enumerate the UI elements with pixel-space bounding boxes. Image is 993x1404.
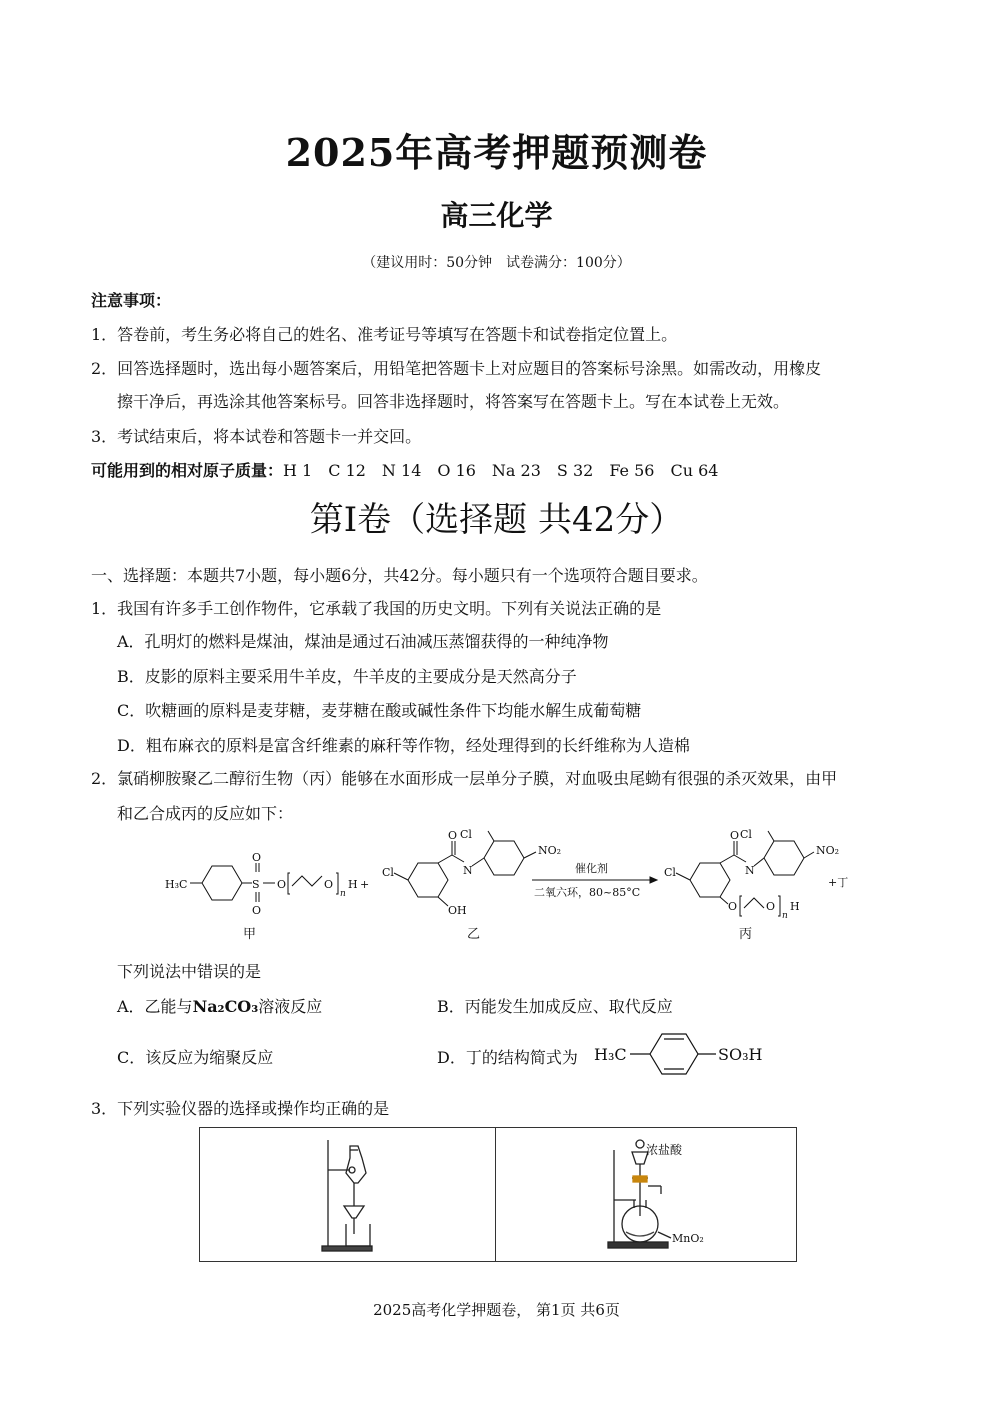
svg-text:O: O <box>448 829 458 842</box>
q3-cell-b <box>496 1128 797 1262</box>
svg-text:Cl: Cl <box>460 828 472 841</box>
svg-text:NO₂: NO₂ <box>538 844 562 857</box>
svg-text:O: O <box>277 878 287 891</box>
q3-cell-a <box>200 1128 496 1262</box>
q1-option-d: D．粗布麻衣的原料是富含纤维素的麻秆等作物，经处理得到的长纤维称为人造棉 <box>117 736 690 755</box>
svg-text:NO₂: NO₂ <box>816 844 840 857</box>
svg-text:H: H <box>348 878 358 891</box>
svg-text:N: N <box>745 864 755 877</box>
q2-stem-line2: 和乙合成丙的反应如下： <box>117 804 294 823</box>
svg-text:+: + <box>360 878 370 891</box>
svg-text:n: n <box>340 889 346 899</box>
q3-stem: 3．下列实验仪器的选择或操作均正确的是 <box>91 1099 390 1118</box>
svg-text:+丁: +丁 <box>828 876 849 889</box>
label-mno2: MnO₂ <box>672 1232 704 1245</box>
notice-heading: 注意事项： <box>91 291 172 310</box>
time-info: （建议用时：50分钟 试卷满分：100分） <box>362 255 631 271</box>
label-bing: 丙 <box>739 927 753 942</box>
svg-text:O: O <box>324 878 334 891</box>
notice-item-1: 1．答卷前，考生务必将自己的姓名、准考证号等填写在答题卡和试卷指定位置上。 <box>91 325 678 344</box>
q2-option-a-pre: A．乙能与 <box>117 997 193 1016</box>
q2-option-d <box>437 1045 578 1068</box>
q2-option-a <box>117 994 322 1017</box>
notice-item-3: 3．考试结束后，将本试卷和答题卡一并交回。 <box>91 427 422 446</box>
svg-text:催化剂: 催化剂 <box>575 862 608 875</box>
q2-option-b: B．丙能发生加成反应、取代反应 <box>437 997 673 1016</box>
reaction-scheme <box>160 828 860 948</box>
paper-title: 2025年高考押题预测卷 <box>285 130 708 175</box>
q2-option-c: C．该反应为缩聚反应 <box>117 1048 274 1067</box>
svg-text:Cl: Cl <box>664 866 676 879</box>
label-yi: 乙 <box>467 927 481 942</box>
section-instruction: 一、选择题：本题共7小题，每小题6分，共42分。每小题只有一个选项符合题目要求。 <box>91 566 708 585</box>
label-hcl: 浓盐酸 <box>646 1143 683 1157</box>
atomic-mass-line <box>91 458 718 481</box>
notice-item-2: 2．回答选择题时，选出每小题答案后，用铅笔把答题卡上对应题目的答案标号涂黑。如需改动，用橡皮 <box>91 359 822 378</box>
atomic-mass-label: 可能用到的相对原子质量： <box>91 461 284 480</box>
q1-option-c: C．吹糖画的原料是麦芽糖，麦芽糖在酸或碱性条件下均能水解生成葡萄糖 <box>117 701 642 720</box>
q2-stem-line1: 2．氯硝柳胺聚乙二醇衍生物（丙）能够在水面形成一层单分子膜，对血吸虫尾蚴有很强的杀灭效果，由甲 <box>91 769 838 788</box>
svg-text:Cl: Cl <box>382 866 394 879</box>
svg-text:N: N <box>463 864 473 877</box>
tosic-acid-structure <box>594 1030 774 1078</box>
svg-text:H₃C: H₃C <box>165 878 188 891</box>
svg-text:Cl: Cl <box>740 828 752 841</box>
q2-option-d-pre: D．丁的结构简式为 <box>437 1048 578 1067</box>
q1-option-a: A．孔明灯的燃料是煤油，煤油是通过石油减压蒸馏获得的一种纯净物 <box>117 632 609 651</box>
compound-bing <box>664 828 848 921</box>
q1-option-b: B．皮影的原料主要采用牛羊皮，牛羊皮的主要成分是天然高分子 <box>117 667 577 686</box>
page-footer: 2025高考化学押题卷， 第1页 共6页 <box>373 1301 620 1319</box>
notice-item-2-cont: 擦干净后，再选涂其他答案标号。回答非选择题时，将答案写在答题卡上。写在本试卷上无效。 <box>117 392 790 411</box>
reaction-arrow <box>532 861 657 899</box>
svg-text:S: S <box>252 878 260 891</box>
q2-option-a-chem: Na₂CO₃ <box>192 997 259 1016</box>
svg-text:O: O <box>766 900 776 913</box>
compound-jia <box>165 851 369 917</box>
svg-text:H₃C: H₃C <box>594 1045 627 1064</box>
atomic-mass-values: H 1 C 12 N 14 O 16 Na 23 S 32 Fe 56 Cu 64 <box>283 461 719 480</box>
paper-subtitle: 高三化学 <box>440 199 553 232</box>
svg-text:二氧六环，80~85°C: 二氧六环，80~85°C <box>534 886 641 899</box>
chlorine-generator-apparatus <box>496 1128 796 1257</box>
q2-question: 下列说法中错误的是 <box>117 962 262 981</box>
svg-text:SO₃H: SO₃H <box>718 1045 763 1064</box>
svg-text:OH: OH <box>448 904 467 917</box>
svg-text:O: O <box>730 829 740 842</box>
svg-text:O: O <box>252 904 262 917</box>
q2-option-a-post: 溶液反应 <box>258 997 323 1016</box>
svg-text:O: O <box>728 900 738 913</box>
label-jia: 甲 <box>243 927 257 942</box>
compound-yi <box>382 828 561 917</box>
filtration-apparatus <box>200 1128 495 1257</box>
svg-text:O: O <box>252 851 262 864</box>
svg-text:H: H <box>790 900 800 913</box>
q1-stem: 1．我国有许多手工创作物件，它承载了我国的历史文明。下列有关说法正确的是 <box>91 599 662 618</box>
q3-apparatus-table <box>199 1127 797 1262</box>
svg-text:n: n <box>782 911 788 921</box>
section-title: 第Ⅰ卷（选择题 共42分） <box>309 500 684 540</box>
